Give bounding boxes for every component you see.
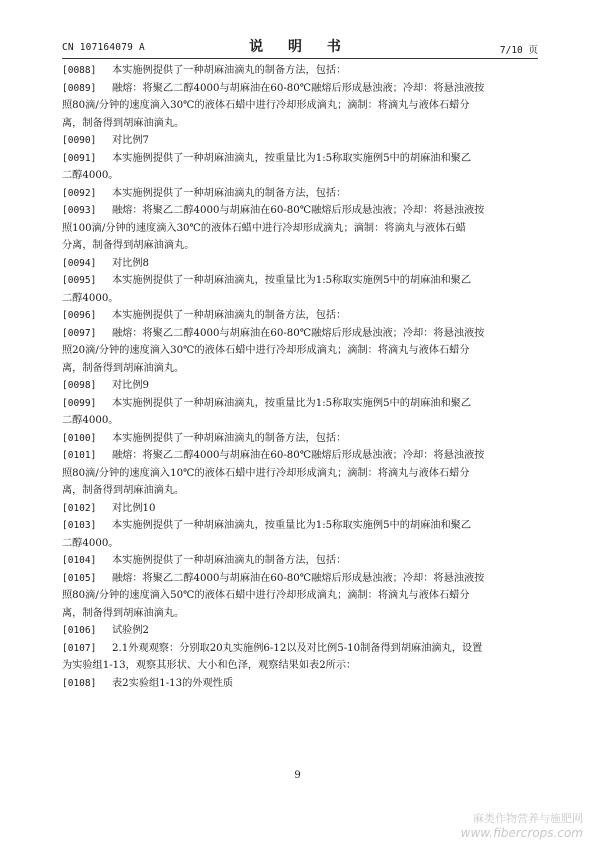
paragraph-line: 融熔：将聚乙二醇4000与胡麻油在60-80℃融熔后形成悬浊液；冷却：将悬浊液按 [112,327,485,339]
paragraph [62,272,540,307]
paragraph-line: 离，制备得到胡麻油滴丸。 [62,485,185,496]
paragraph-line: 本实施例提供了一种胡麻油滴丸的制备方法，包括： [112,310,347,321]
paragraph-line: 本实施例提供了一种胡麻油滴丸的制备方法，包括： [112,432,347,444]
paragraph-line: 本实施例提供了一种胡麻油滴丸，按重量比为1:5称取实施例5中的胡麻油和聚乙 [112,397,472,409]
paragraph-line: 本实施例提供了一种胡麻油滴丸，按重量比为1:5称取实施例5中的胡麻油和聚乙 [112,520,472,531]
paragraph-number: [0094] [62,257,97,269]
paragraph-number: [0089] [62,82,97,94]
page-header [62,36,538,58]
paragraph-line: 对比例7 [112,135,150,146]
paragraph-number: [0088] [62,65,97,76]
watermark-name: 麻类作物营养与施肥网 [473,812,583,825]
paragraph-number: [0095] [62,275,97,286]
paragraph-number: [0105] [62,572,97,584]
paragraph-line: 二醇4000。 [62,537,119,549]
paragraph-line: 对比例8 [112,257,150,269]
paragraph-line: 二醇4000。 [62,415,119,426]
paragraph [62,622,540,640]
paragraph [62,675,540,693]
watermark [461,812,583,840]
paragraph-number: [0097] [62,327,97,339]
paragraph-number: [0106] [62,625,97,636]
paragraph-line: 本实施例提供了一种胡麻油滴丸的制备方法，包括： [112,555,347,566]
paragraph-line: 本实施例提供了一种胡麻油滴丸的制备方法，包括： [112,65,347,76]
paragraph [62,80,540,133]
paragraph-line: 融熔：将聚乙二醇4000与胡麻油在60-80℃融熔后形成悬浊液；冷却：将悬浊液按 [112,450,485,461]
paragraph-line: 照80滴/分钟的速度滴入50℃的液体石蜡中进行冷却形成滴丸；滴制：将滴丸与液体石蜡分 [62,590,470,601]
paragraph-number: [0091] [62,152,97,164]
page-indicator: 7/10 页 [499,45,538,56]
paragraph-number: [0101] [62,450,97,461]
paragraph [62,132,540,150]
paragraph [62,447,540,500]
paragraph-line: 本实施例提供了一种胡麻油滴丸的制备方法，包括： [112,187,347,199]
paragraph-line: 二醇4000。 [62,170,119,181]
paragraph-line: 融熔：将聚乙二醇4000与胡麻油在60-80℃融熔后形成悬浊液；冷却：将悬浊液按 [112,82,485,94]
paragraph-number: [0093] [62,205,97,216]
paragraph-number: [0090] [62,135,97,146]
page-number: 9 [294,770,301,781]
paragraph [62,377,540,395]
paragraph [62,185,540,203]
paragraph [62,570,540,623]
paragraph [62,430,540,448]
paragraph-line: 对比例10 [112,502,156,514]
paragraph-line: 融熔：将聚乙二醇4000与胡麻油在60-80℃融熔后形成悬浊液；冷却：将悬浊液按 [112,572,485,584]
paragraph [62,325,540,378]
document-body [62,62,540,692]
paragraph [62,307,540,325]
paragraph-line: 本实施例提供了一种胡麻油滴丸，按重量比为1:5称取实施例5中的胡麻油和聚乙 [112,152,472,164]
paragraph [62,552,540,570]
paragraph-line: 照80滴/分钟的速度滴入10℃的液体石蜡中进行冷却形成滴丸；滴制：将滴丸与液体石蜡分 [62,467,470,479]
paragraph-line: 试验例2 [112,625,150,636]
paragraph-line: 对比例9 [112,380,150,391]
paragraph-line: 照20滴/分钟的速度滴入30℃的液体石蜡中进行冷却形成滴丸；滴制：将滴丸与液体石蜡分 [62,345,470,356]
paragraph-line: 二醇4000。 [62,292,119,304]
paragraph-number: [0100] [62,432,97,444]
patent-number: CN 107164079 A [62,42,145,53]
paragraph-line: 离，制备得到胡麻油滴丸。 [62,362,185,374]
paragraph-line: 分离，制备得到胡麻油滴丸。 [62,240,195,251]
paragraph-line: 为实验组1-13，观察其形状、大小和色泽，观察结果如表2所示： [62,660,357,671]
paragraph-line: 表2实验组1-13的外观性质 [112,677,234,689]
paragraph-line: 离，制备得到胡麻油滴丸。 [62,117,185,129]
paragraph [62,202,540,255]
paragraph-line: 融熔：将聚乙二醇4000与胡麻油在60-80℃融熔后形成悬浊液；冷却：将悬浊液按 [112,205,485,216]
paragraph-line: 2.1外观观察：分别取20丸实施例6-12以及对比例5-10制备得到胡麻油滴丸，设置 [112,642,483,654]
paragraph-number: [0103] [62,520,97,531]
paragraph-number: [0098] [62,380,97,391]
paragraph-number: [0092] [62,187,97,199]
paragraph [62,150,540,185]
paragraph-line: 离，制备得到胡麻油滴丸。 [62,607,185,619]
paragraph [62,255,540,273]
paragraph-number: [0099] [62,397,97,409]
paragraph [62,500,540,518]
paragraph-line: 照80滴/分钟的速度滴入30℃的液体石蜡中进行冷却形成滴丸；滴制：将滴丸与液体石蜡分 [62,100,470,111]
paragraph [62,395,540,430]
paragraph-line: 本实施例提供了一种胡麻油滴丸，按重量比为1:5称取实施例5中的胡麻油和聚乙 [112,275,472,286]
paragraph-number: [0108] [62,677,97,689]
paragraph-number: [0107] [62,642,97,654]
paragraph [62,640,540,675]
paragraph-number: [0096] [62,310,97,321]
paragraph [62,62,540,80]
document-title: 说 明 书 [249,39,351,55]
paragraph-number: [0102] [62,502,97,514]
watermark-url: www.fibercrops.com [460,826,583,840]
header-rule [62,58,538,59]
paragraph-number: [0104] [62,555,97,566]
paragraph-line: 照100滴/分钟的速度滴入30℃的液体石蜡中进行冷却形成滴丸；滴制：将滴丸与液体石蜡 [62,222,466,234]
paragraph [62,517,540,552]
